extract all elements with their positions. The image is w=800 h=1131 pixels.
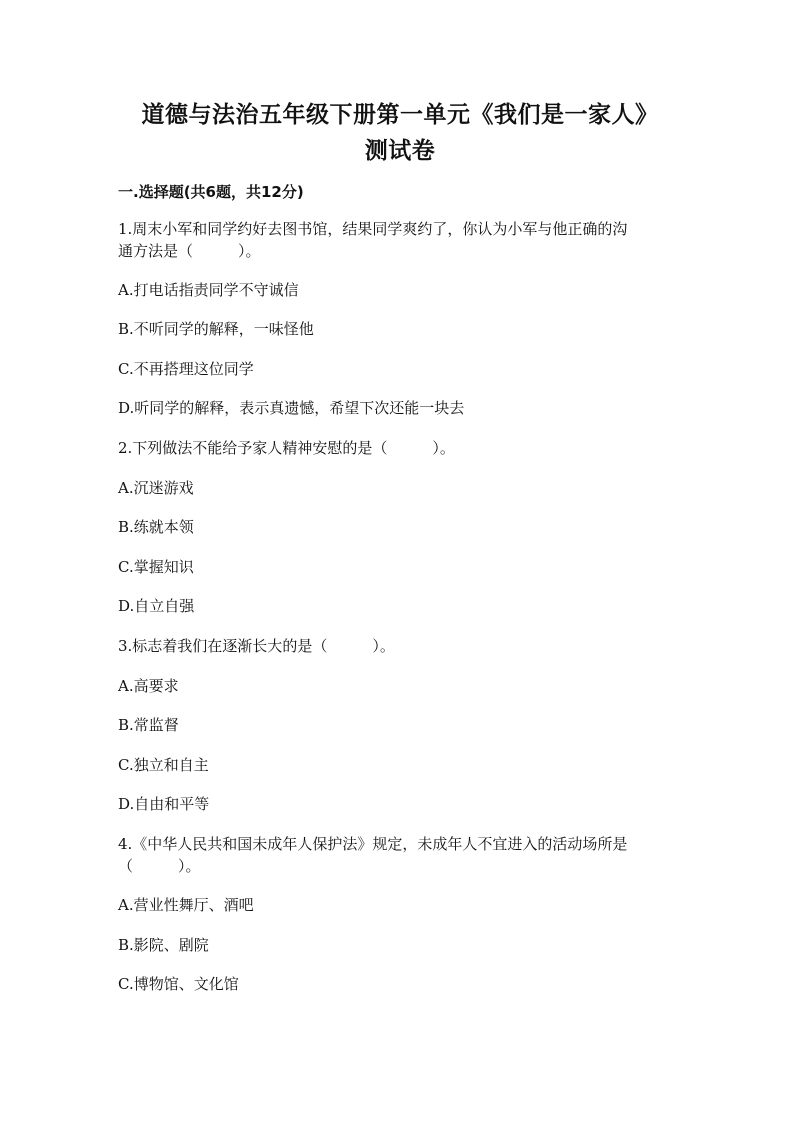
question-1-option-d: D.听同学的解释，表示真遗憾，希望下次还能一块去 <box>118 399 465 417</box>
question-1-stem-line1: 1.周末小军和同学约好去图书馆，结果同学爽约了，你认为小军与他正确的沟 <box>118 220 628 238</box>
question-2-option-a: A.沉迷游戏 <box>118 479 194 497</box>
question-1-stem-line2: 通方法是（ ）。 <box>118 242 261 260</box>
section-heading: 一.选择题(共6题，共12分) <box>118 183 304 201</box>
question-2-stem: 2.下列做法不能给予家人精神安慰的是（ ）。 <box>118 439 455 457</box>
question-4-option-a: A.营业性舞厅、酒吧 <box>118 896 254 914</box>
page-title-line1: 道德与法治五年级下册第一单元《我们是一家人》 <box>141 102 659 128</box>
question-3-option-c: C.独立和自主 <box>118 756 209 774</box>
question-4-option-b: B.影院、剧院 <box>118 936 209 954</box>
question-2-option-b: B.练就本领 <box>118 518 194 536</box>
question-3-option-a: A.高要求 <box>118 677 179 695</box>
question-3-option-d: D.自由和平等 <box>118 795 210 813</box>
question-2-option-c: C.掌握知识 <box>118 558 194 576</box>
question-2-option-d: D.自立自强 <box>118 597 195 615</box>
question-1-option-b: B.不听同学的解释，一味怪他 <box>118 320 314 338</box>
question-4-stem-line1: 4.《中华人民共和国未成年人保护法》规定，未成年人不宜进入的活动场所是 <box>118 835 628 853</box>
question-4-option-c: C.博物馆、文化馆 <box>118 975 239 993</box>
question-4-stem-line2: （ ）。 <box>118 857 201 875</box>
question-1-option-c: C.不再搭理这位同学 <box>118 360 254 378</box>
question-3-stem: 3.标志着我们在逐渐长大的是（ ）。 <box>118 637 395 655</box>
page-title-line2: 测试卷 <box>364 138 436 164</box>
question-3-option-b: B.常监督 <box>118 716 179 734</box>
question-1-option-a: A.打电话指责同学不守诚信 <box>118 281 299 299</box>
